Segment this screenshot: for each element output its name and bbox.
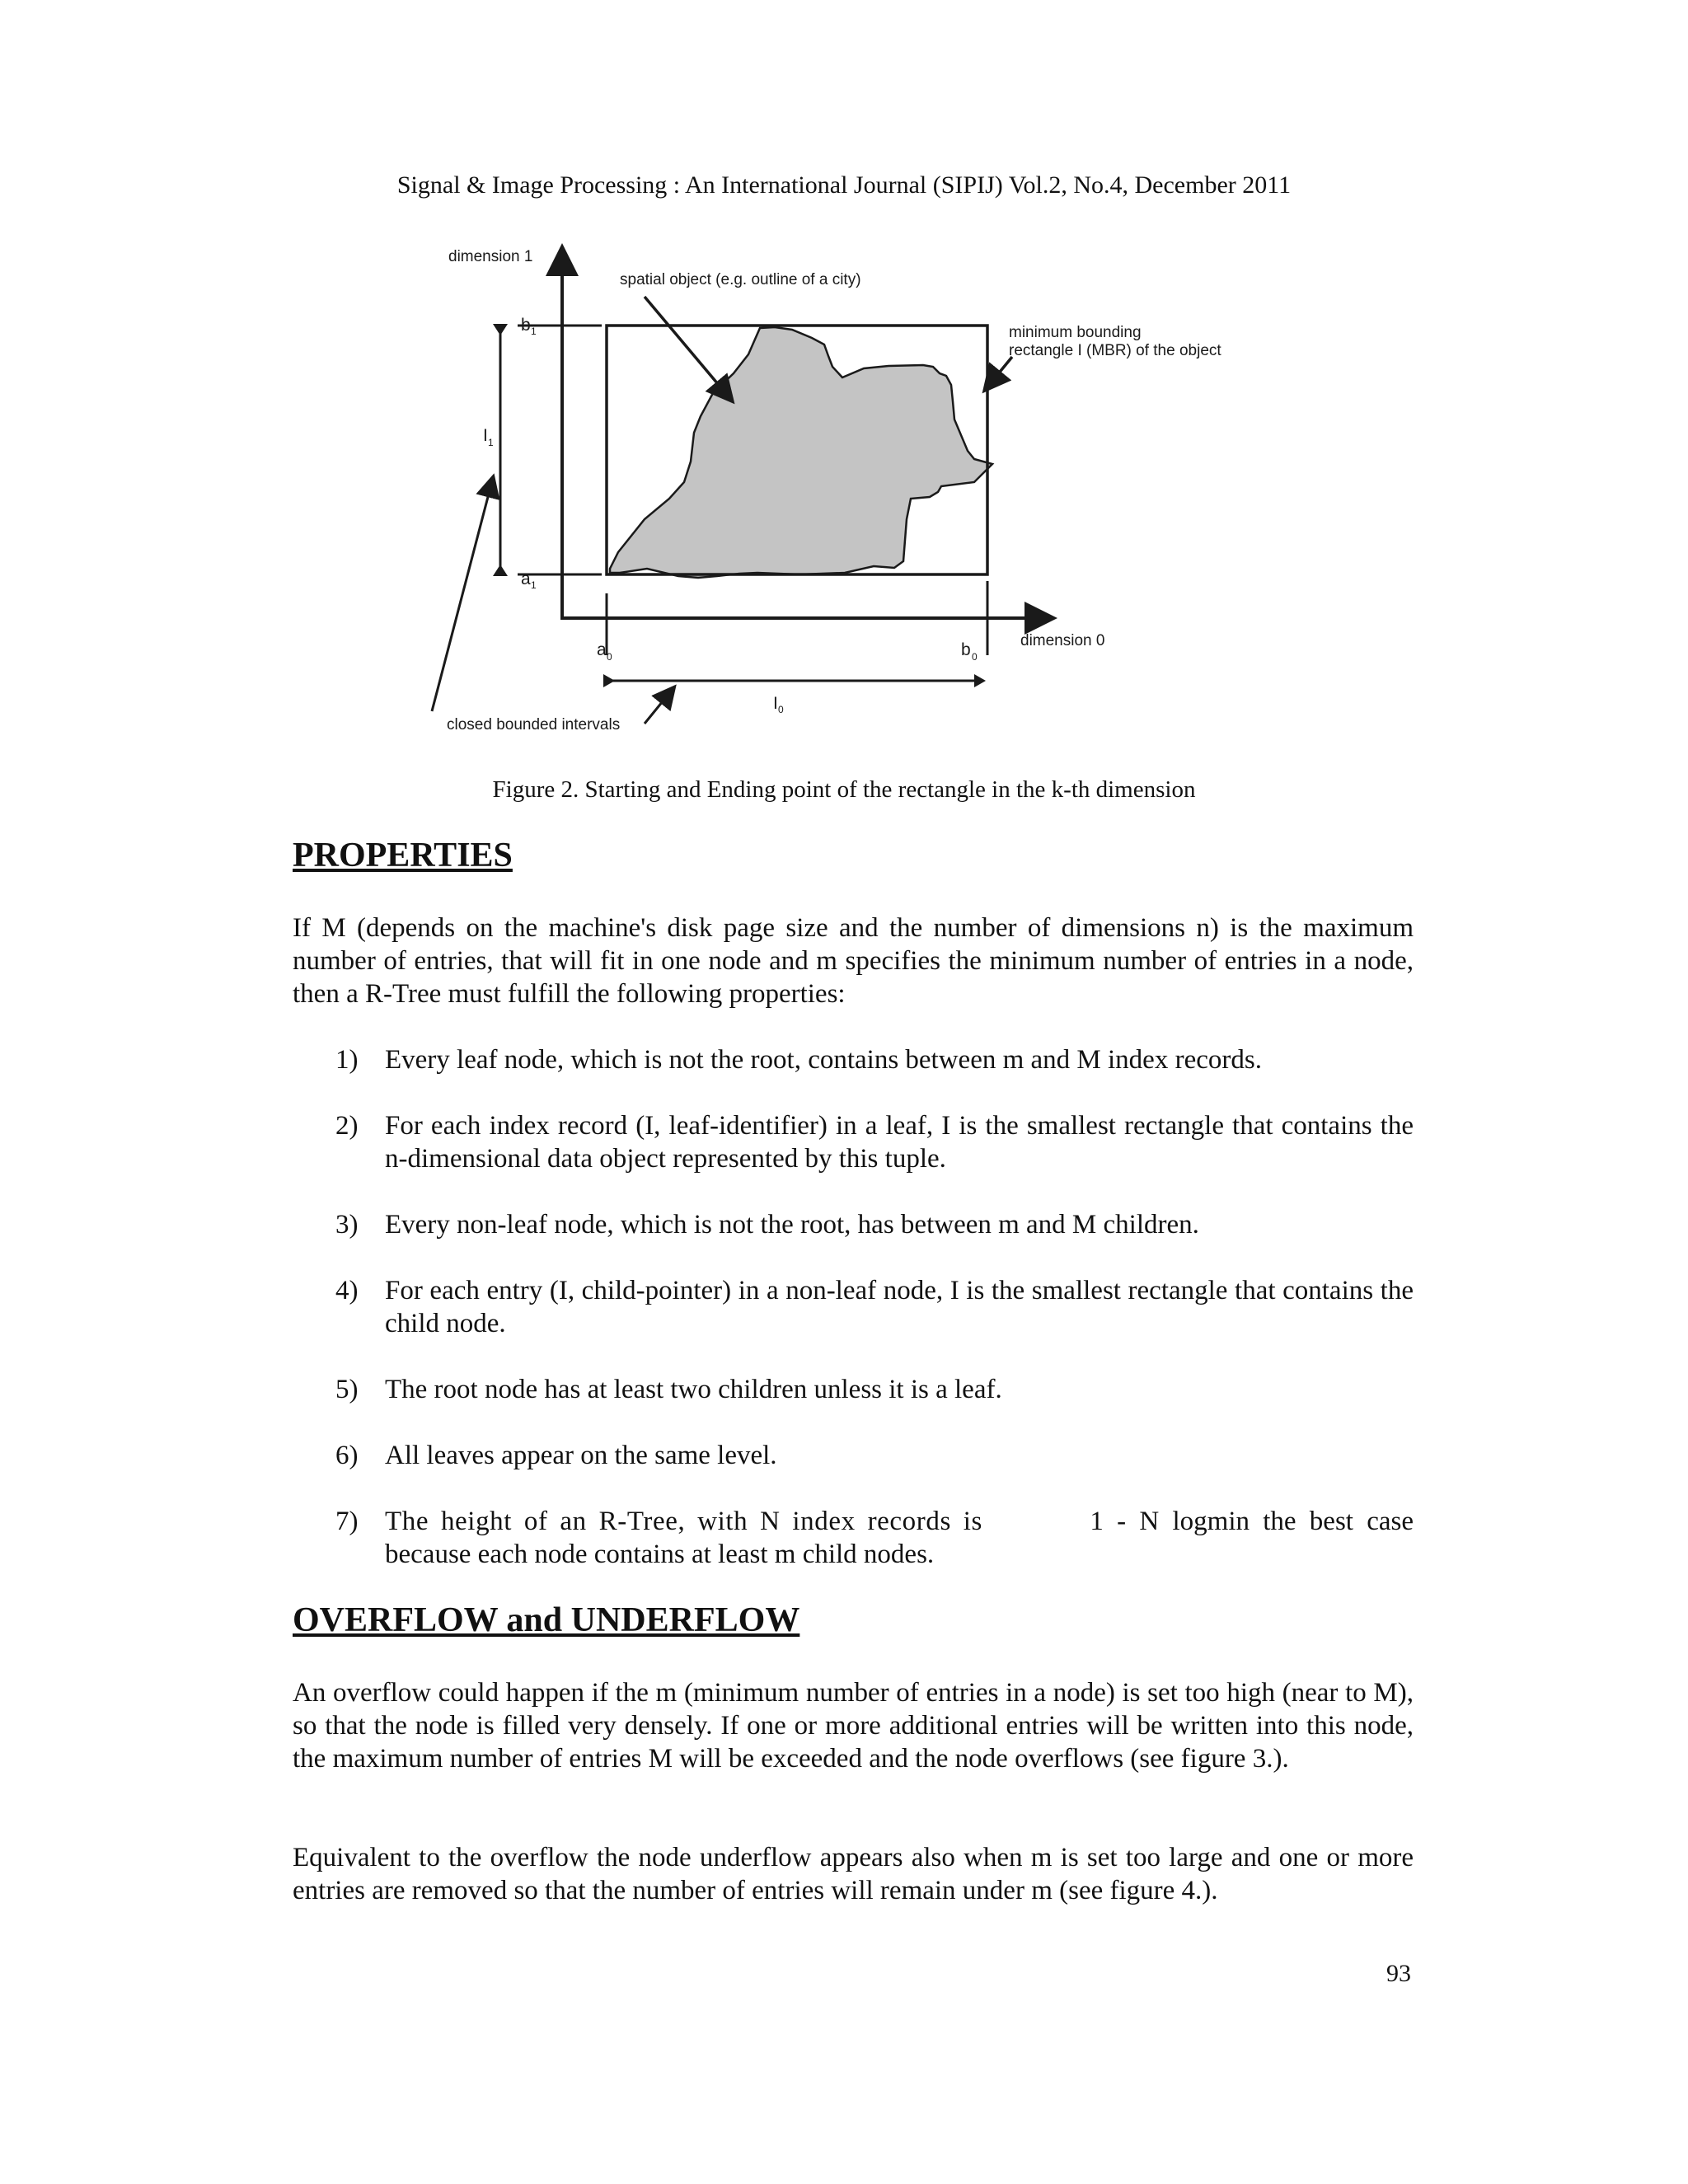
height-formula: 1 - N logmin the best case xyxy=(1090,1507,1414,1536)
spatial-object-shape xyxy=(610,327,992,578)
list-item-number: 6) xyxy=(335,1441,359,1470)
l0-subscript: 0 xyxy=(778,704,784,715)
properties-intro: If M (depends on the machine's disk page size and the number of dimensions n) is the maximum number of entries, that will fit in one node and m specifies the minimum number of entries in a node, then a R-Tree must fulfill the following properties: xyxy=(293,913,1414,1009)
a0-subscript: 0 xyxy=(607,651,612,663)
running-header: Signal & Image Processing : An International Journal (SIPIJ) Vol.2, No.4, December 2011 xyxy=(396,171,1292,199)
height-statement: The height of an R-Tree, with N index records is xyxy=(385,1507,982,1536)
mbr-label-line1: minimum bounding xyxy=(1009,324,1142,341)
list-item-number: 3) xyxy=(335,1210,359,1240)
list-item-number: 5) xyxy=(335,1375,359,1404)
b0-label: b xyxy=(961,640,971,659)
list-item-number: 7) xyxy=(335,1507,359,1536)
list-item-text: For each index record (I, leaf-identifier) in a leaf, I is the smallest rectangle that contains the n-dimensional data object represented by this tuple. xyxy=(385,1111,1414,1174)
closed-interval-arrow-l1 xyxy=(432,478,493,711)
mbr-figure xyxy=(429,235,1319,750)
list-item-text: All leaves appear on the same level. xyxy=(385,1441,777,1470)
list-item-text: Every non-leaf node, which is not the root, has between m and M children. xyxy=(385,1210,1199,1240)
list-item-text: For each entry (I, child-pointer) in a non-leaf node, I is the smallest rectangle that contains the child node. xyxy=(385,1276,1414,1338)
l1-label: I xyxy=(483,426,488,445)
b1-subscript: 1 xyxy=(531,326,537,337)
list-item-number: 2) xyxy=(335,1111,359,1141)
list-item-number: 4) xyxy=(335,1276,359,1305)
a1-subscript: 1 xyxy=(531,579,537,591)
l1-subscript: 1 xyxy=(488,437,494,448)
spatial-object-arrow xyxy=(645,297,731,400)
list-item-number: 1) xyxy=(335,1045,359,1075)
mbr-diagram xyxy=(429,235,1319,750)
b0-subscript: 0 xyxy=(972,651,978,663)
properties-heading: PROPERTIES xyxy=(293,837,513,874)
figure-caption: Figure 2. Starting and Ending point of the rectangle in the k-th dimension xyxy=(492,776,1196,803)
overflow-paragraph-2: Equivalent to the overflow the node underflow appears also when m is set too large and one or more entries are removed so that the number of entries will remain under m (see figure 4.). xyxy=(293,1843,1414,1905)
dimension-0-label: dimension 0 xyxy=(1020,632,1105,649)
list-item-text-part: because each node contains at least m child nodes. xyxy=(385,1540,935,1569)
closed-intervals-label: closed bounded intervals xyxy=(447,716,621,733)
page-number: 93 xyxy=(1386,1960,1411,1987)
a0-label: a xyxy=(597,640,607,659)
l0-label: I xyxy=(773,694,778,713)
list-item-text: The root node has at least two children unless it is a leaf. xyxy=(385,1375,1002,1404)
list-item-text: Every leaf node, which is not the root, contains between m and M index records. xyxy=(385,1045,1262,1075)
closed-interval-arrow-l0 xyxy=(645,688,673,724)
overflow-paragraph-1: An overflow could happen if the m (minimum number of entries in a node) is set too high (near to M), so that the node is filled very densely. If one or more additional entries will be written into this node, the maximum number of entries M will be exceeded and the node overflows (see figure 3.). xyxy=(293,1678,1414,1774)
mbr-label-line2: rectangle I (MBR) of the object xyxy=(1009,342,1221,359)
list-item-text xyxy=(385,1505,1414,1571)
b1-label: b xyxy=(521,316,531,335)
list-item-text-part xyxy=(385,1505,1414,1538)
spatial-object-label: spatial object (e.g. outline of a city) xyxy=(620,271,861,288)
mbr-arrow xyxy=(986,357,1012,389)
a1-label: a xyxy=(521,569,531,588)
dimension-1-label: dimension 1 xyxy=(448,248,533,265)
overflow-heading: OVERFLOW and UNDERFLOW xyxy=(293,1601,800,1639)
